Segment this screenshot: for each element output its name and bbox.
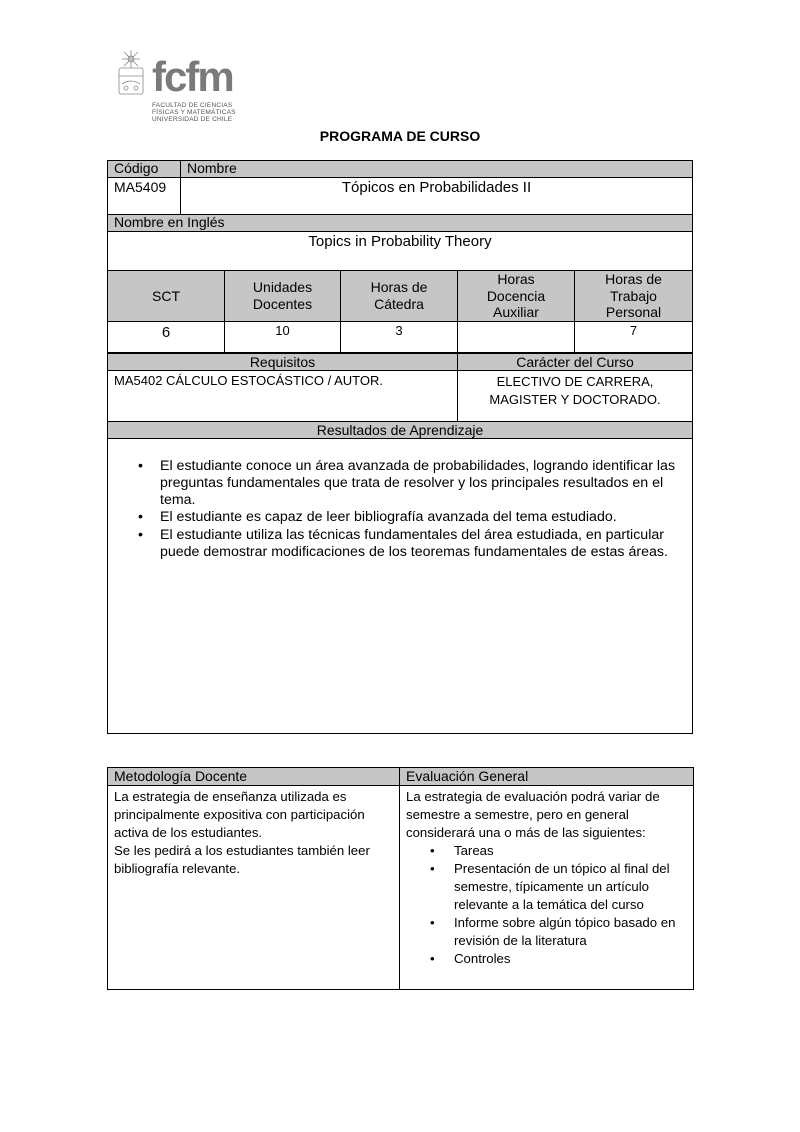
logo-subtitle-line: UNIVERSIDAD DE CHILE bbox=[152, 116, 233, 123]
logo-subtitle-line: FACULTAD DE CIENCIAS bbox=[152, 102, 233, 109]
learning-outcomes-header: Resultados de Aprendizaje bbox=[107, 421, 693, 439]
list-item: • Controles bbox=[406, 950, 687, 968]
lecture-hours-header: Horas de Cátedra bbox=[340, 270, 458, 322]
list-item: • El estudiante utiliza las técnicas fundamentales del área estudiada, en particular puede demostrar modificaciones de los teoremas fundamentales de estas áreas. bbox=[136, 527, 680, 561]
course-code: MA5409 bbox=[107, 177, 181, 215]
methodology-body bbox=[107, 785, 400, 990]
course-character-value bbox=[457, 370, 693, 422]
university-emblem-icon bbox=[113, 48, 149, 100]
evaluation-header: Evaluación General bbox=[399, 767, 694, 786]
course-character-line: ELECTIVO DE CARRERA, bbox=[496, 374, 654, 389]
sct-header: SCT bbox=[107, 270, 225, 322]
list-item: • El estudiante es capaz de leer bibliografía avanzada del tema estudiado. bbox=[136, 509, 680, 526]
list-item: • El estudiante conoce un área avanzada de probabilidades, logrando identificar las preguntas fundamentales que trata de resolver y los principales resultados en el tema. bbox=[136, 458, 680, 508]
evaluation-intro: La estrategia de evaluación podrá variar de semestre a semestre, pero en general considerará una o más de las siguientes: bbox=[406, 789, 660, 840]
teaching-units-value: 10 bbox=[224, 321, 341, 353]
teaching-units-header: Unidades Docentes bbox=[224, 270, 341, 322]
name-header: Nombre bbox=[180, 160, 693, 178]
methodology-paragraph: Se les pedirá a los estudiantes también leer bibliografía relevante. bbox=[114, 843, 370, 876]
english-name: Topics in Probability Theory bbox=[107, 231, 693, 271]
list-item: • Presentación de un tópico al final del semestre, típicamente un artículo relevante a la temática del curso bbox=[406, 860, 687, 914]
course-character-line: MAGISTER Y DOCTORADO. bbox=[489, 392, 661, 407]
auxiliary-hours-value bbox=[457, 321, 575, 353]
course-character-header: Carácter del Curso bbox=[457, 353, 693, 371]
fcfm-logo: fcfm bbox=[152, 53, 233, 100]
evaluation-body bbox=[399, 785, 694, 990]
methodology-header: Metodología Docente bbox=[107, 767, 400, 786]
requirements-value: MA5402 CÁLCULO ESTOCÁSTICO / AUTOR. bbox=[107, 370, 458, 422]
list-item: • Informe sobre algún tópico basado en revisión de la literatura bbox=[406, 914, 687, 950]
code-header: Código bbox=[107, 160, 181, 178]
sct-value: 6 bbox=[107, 321, 225, 353]
course-name: Tópicos en Probabilidades II bbox=[180, 177, 693, 215]
auxiliary-hours-header: Horas Docencia Auxiliar bbox=[457, 270, 575, 322]
lecture-hours-value: 3 bbox=[340, 321, 458, 353]
list-item: • Tareas bbox=[406, 842, 687, 860]
learning-outcomes-list bbox=[136, 458, 680, 562]
document-title: PROGRAMA DE CURSO bbox=[319, 128, 481, 144]
logo-subtitle bbox=[152, 102, 262, 123]
logo-subtitle-line: FÍSICAS Y MATEMÁTICAS bbox=[152, 109, 236, 116]
requirements-header: Requisitos bbox=[107, 353, 458, 371]
english-name-header: Nombre en Inglés bbox=[107, 214, 693, 232]
personal-work-hours-header: Horas de Trabajo Personal bbox=[574, 270, 693, 322]
methodology-paragraph: La estrategia de enseñanza utilizada es principalmente expositiva con participación activa de los estudiantes. bbox=[114, 789, 365, 840]
personal-work-hours-value: 7 bbox=[574, 321, 693, 353]
